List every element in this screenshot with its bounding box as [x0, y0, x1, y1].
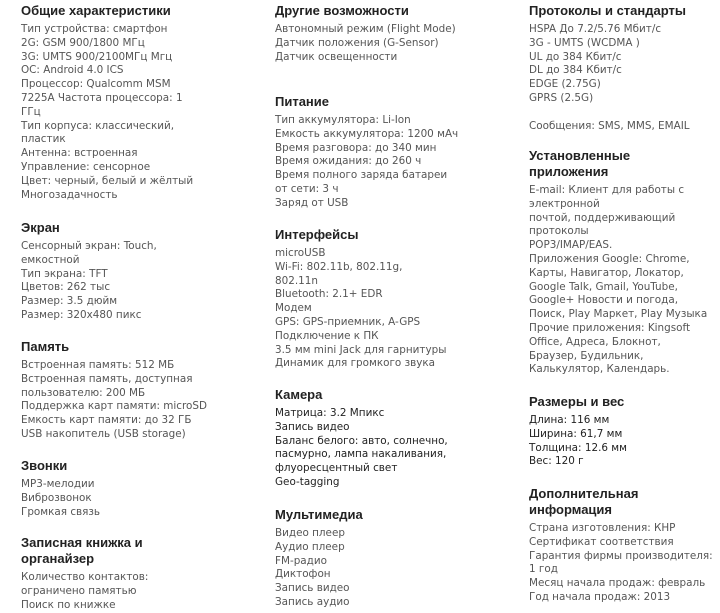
spec-line: Калькулятор, Календарь. — [529, 363, 670, 376]
section-title: Размеры и вес — [529, 394, 625, 409]
spec-line: Время ожидания: до 260 ч — [275, 155, 422, 168]
spec-line: Виброзвонок — [21, 491, 92, 504]
spec-line: microUSB — [275, 247, 326, 259]
spec-line: Баланс белого: авто, солнечно, — [275, 434, 448, 447]
spec-line: Толщина: 12.6 мм — [529, 441, 627, 454]
spec-line: Управление: сенсорное — [21, 160, 151, 173]
spec-line: Количество контактов: — [21, 571, 149, 583]
spec-line: Тип экрана: TFT — [21, 267, 108, 280]
section-interfaces — [275, 227, 446, 371]
spec-line: пасмурно, лампа накаливания, — [275, 448, 447, 461]
section-apps — [529, 148, 707, 377]
section-lines — [529, 23, 690, 133]
spec-line: Карты, Навигатор, Локатор, — [529, 266, 684, 279]
section-title-line: Записная книжка и — [21, 535, 143, 550]
spec-line: почтой, поддерживающий — [529, 211, 676, 224]
spec-line: Bluetooth: 2.1+ EDR — [275, 288, 383, 301]
spec-line: Google+ Новости и погода, — [529, 294, 679, 307]
spec-line: MP3-мелодии — [21, 478, 95, 490]
spec-line: Многозадачность — [21, 188, 118, 201]
spec-line: флуоресцентный свет — [275, 462, 398, 475]
spec-line — [529, 106, 690, 120]
spec-line: Цветов: 262 тыс — [21, 281, 111, 294]
section-title-line: Дополнительная — [529, 486, 639, 501]
spec-line: пластик — [21, 133, 66, 146]
spec-line: Сертификат соответствия — [529, 535, 674, 548]
spec-line: FM-радио — [275, 554, 327, 567]
section-lines — [21, 478, 100, 519]
spec-line: Время полного заряда батареи — [275, 169, 448, 182]
spec-line: Тип устройства: смартфон — [21, 23, 168, 35]
spec-line: Модем — [275, 302, 312, 315]
spec-line: 802.11n — [275, 274, 318, 287]
section-lines — [275, 23, 456, 64]
section-title-line: Установленные — [529, 148, 631, 163]
section-protocols — [529, 3, 690, 133]
spec-line: Сенсорный экран: Touch, — [21, 240, 157, 252]
spec-line: 3G: UMTS 900/2100МГц Мгц — [21, 50, 173, 63]
spec-line: Встроенная память, доступная — [21, 372, 193, 385]
section-additional-info — [529, 486, 713, 605]
spec-line: Встроенная память: 512 МБ — [21, 359, 175, 371]
spec-line: Поиск, Play Маркет, Play Музыка — [529, 308, 708, 321]
spec-line: Прочие приложения: Kingsoft — [529, 321, 691, 334]
section-lines — [275, 114, 458, 211]
spec-line: Датчик освещенности — [275, 50, 398, 63]
spec-line: ограничено памятью — [21, 584, 137, 597]
spec-line: POP3/IMAP/EAS. — [529, 239, 613, 252]
spec-line: Видео плеер — [275, 527, 345, 539]
spec-line: Приложения Google: Chrome, — [529, 252, 690, 265]
section-other-features — [275, 3, 456, 64]
section-title: Память — [21, 339, 70, 354]
spec-line: Матрица: 3.2 Мпикс — [275, 407, 385, 419]
section-title-line: органайзер — [21, 551, 95, 566]
section-title: Экран — [21, 220, 60, 235]
spec-line: Вес: 120 г — [529, 455, 584, 468]
spec-line: Ширина: 61,7 мм — [529, 427, 623, 440]
spec-line: 2G: GSM 900/1800 МГц — [21, 36, 145, 49]
section-calls — [21, 458, 100, 519]
spec-line: Емкость карт памяти: до 32 ГБ — [21, 414, 192, 427]
section-title — [529, 148, 707, 180]
spec-line: Сообщения: SMS, MMS, EMAIL — [529, 119, 690, 132]
spec-line: пользователю: 200 МБ — [21, 386, 146, 399]
spec-line: Google Talk, Gmail, YouTube, — [529, 280, 678, 293]
spec-line: Поиск по книжке — [21, 598, 116, 611]
section-title — [21, 535, 148, 567]
section-power — [275, 94, 458, 211]
spec-line: Заряд от USB — [275, 196, 349, 209]
section-lines — [21, 571, 148, 612]
spec-line: Geo-tagging — [275, 475, 340, 488]
spec-line: 7225A Частота процессора: 1 — [21, 91, 183, 104]
section-organizer — [21, 535, 148, 612]
section-lines — [21, 359, 207, 442]
section-title: Звонки — [21, 458, 68, 473]
spec-line: ОС: Android 4.0 ICS — [21, 64, 124, 77]
spec-line: протоколы — [529, 225, 589, 238]
section-lines — [529, 522, 713, 605]
spec-line: 3.5 мм mini Jack для гарнитуры — [275, 343, 447, 356]
spec-line: электронной — [529, 197, 600, 210]
spec-line: Размер: 3.5 дюйм — [21, 295, 118, 308]
section-title: Общие характеристики — [21, 3, 171, 18]
section-lines — [275, 247, 446, 371]
section-title: Протоколы и стандарты — [529, 3, 686, 18]
spec-line: Запись аудио — [275, 595, 350, 608]
spec-line: GPS: GPS-приемник, A-GPS — [275, 315, 421, 328]
spec-line: Цвет: черный, белый и жёлтый — [21, 174, 194, 187]
spec-line: E-mail: Клиент для работы с — [529, 184, 685, 196]
spec-line: Аудио плеер — [275, 540, 345, 553]
section-screen — [21, 220, 157, 323]
section-lines — [529, 184, 707, 377]
spec-line: UL до 384 Кбит/с — [529, 50, 622, 63]
section-title: Интерфейсы — [275, 227, 359, 242]
spec-line: Wi-Fi: 802.11b, 802.11g, — [275, 260, 403, 273]
section-title: Другие возможности — [275, 3, 409, 18]
spec-line: Процессор: Qualcomm MSM — [21, 78, 171, 91]
section-title — [529, 486, 713, 518]
spec-line: HSPA До 7.2/5.76 Мбит/с — [529, 23, 662, 35]
spec-line: Office, Адреса, Блокнот, — [529, 335, 661, 348]
spec-line: Поддержка карт памяти: microSD — [21, 400, 208, 413]
spec-line: Емкость аккумулятора: 1200 мАч — [275, 127, 459, 140]
section-lines — [21, 23, 193, 202]
spec-line: Страна изготовления: КНР — [529, 522, 676, 534]
spec-line: Динамик для громкого звука — [275, 357, 436, 370]
spec-line: EDGE (2.75G) — [529, 78, 601, 91]
spec-line: Тип корпуса: классический, — [21, 119, 175, 132]
spec-line: DL до 384 Кбит/с — [529, 64, 622, 77]
section-lines — [275, 527, 363, 610]
section-title-line: информация — [529, 502, 613, 517]
spec-line: Длина: 116 мм — [529, 414, 610, 426]
spec-line: Год начала продаж: 2013 — [529, 590, 671, 603]
spec-line: Запись видео — [275, 582, 350, 595]
spec-line: Антенна: встроенная — [21, 147, 138, 160]
section-title: Мультимедиа — [275, 507, 363, 522]
spec-line: Диктофон — [275, 568, 331, 581]
section-title: Камера — [275, 387, 323, 402]
spec-line: от сети: 3 ч — [275, 182, 339, 195]
spec-line: 1 год — [529, 563, 558, 576]
spec-line: Гарантия фирмы производителя: — [529, 549, 713, 562]
spec-line: 3G - UMTS (WCDMA ) — [529, 36, 640, 49]
section-multimedia — [275, 507, 363, 610]
spec-line: Тип аккумулятора: Li-Ion — [275, 114, 411, 126]
spec-line: GPRS (2.5G) — [529, 91, 594, 104]
spec-line: Месяц начала продаж: февраль — [529, 577, 706, 590]
spec-line: USB накопитель (USB storage) — [21, 427, 186, 440]
spec-line: Автономный режим (Flight Mode) — [275, 23, 456, 35]
spec-line: Подключение к ПК — [275, 329, 379, 342]
spec-line: Запись видео — [275, 420, 350, 433]
spec-line: Браузер, Будильник, — [529, 349, 644, 362]
section-camera — [275, 387, 448, 490]
section-title: Питание — [275, 94, 330, 109]
section-memory — [21, 339, 207, 442]
spec-line: ГГц — [21, 105, 41, 118]
spec-line: Время разговора: до 340 мин — [275, 141, 437, 154]
section-lines — [21, 240, 157, 323]
spec-line: емкостной — [21, 253, 80, 266]
section-lines — [529, 414, 627, 469]
spec-line: Размер: 320x480 пикс — [21, 308, 142, 321]
section-dimensions — [529, 394, 627, 469]
section-general — [21, 3, 193, 202]
section-title-line: приложения — [529, 164, 609, 179]
section-lines — [275, 407, 448, 490]
spec-line: Громкая связь — [21, 505, 101, 518]
spec-line: Датчик положения (G-Sensor) — [275, 36, 439, 49]
